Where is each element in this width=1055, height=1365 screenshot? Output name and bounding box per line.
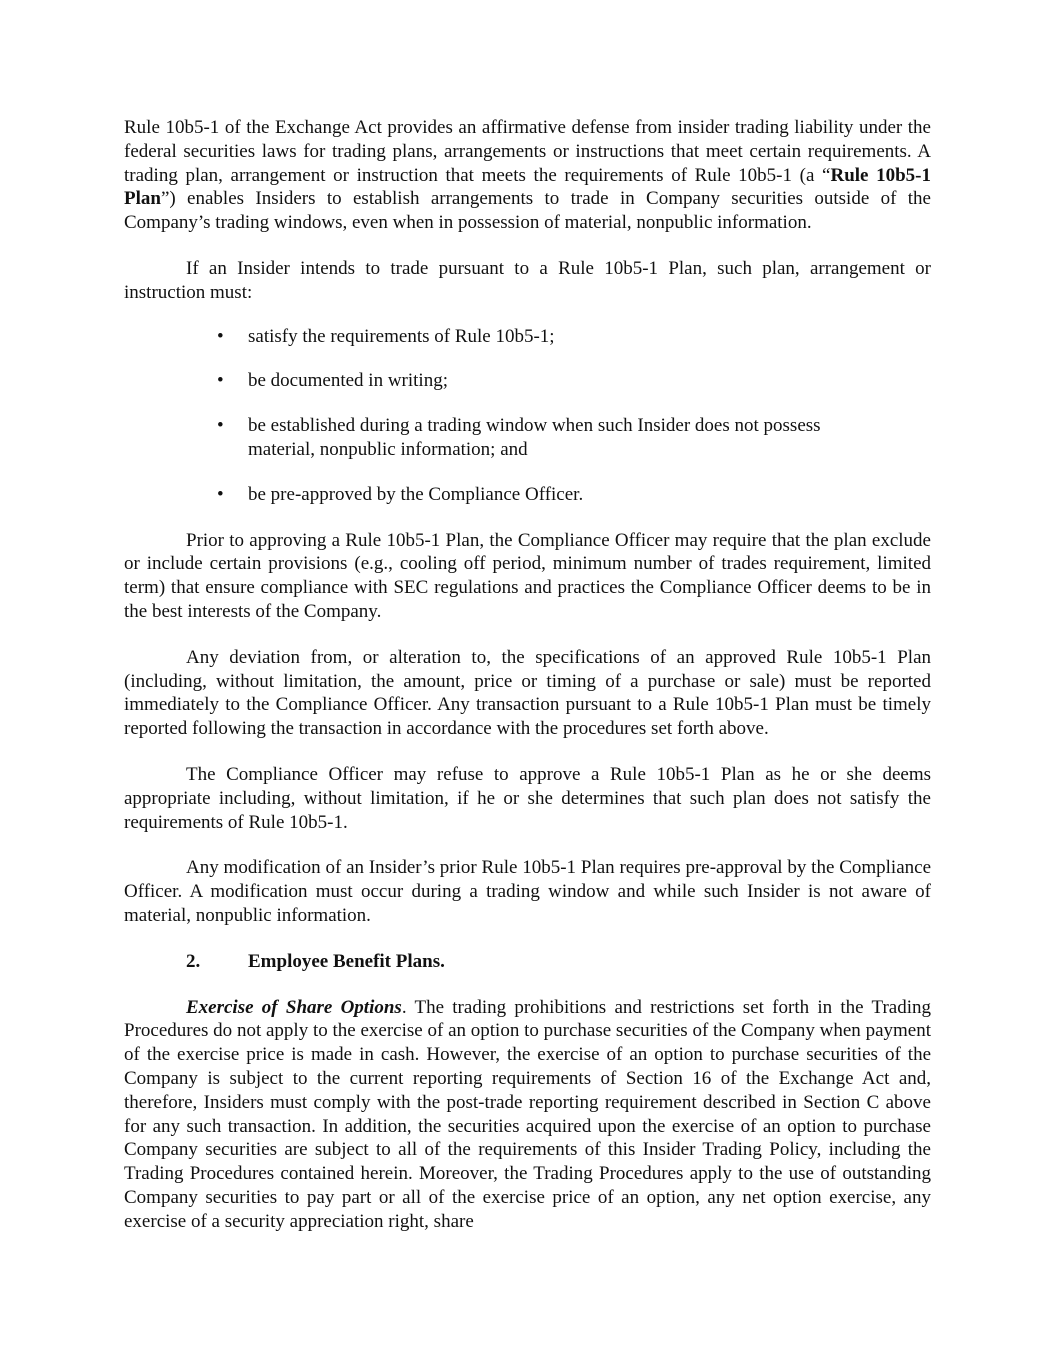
paragraph-text: ”) enables Insiders to establish arrangements to trade in Company securities outside of the Company’s trading windows, even when in possession of material, nonpublic information. bbox=[124, 188, 931, 234]
paragraph-refusal: The Compliance Officer may refuse to approve a Rule 10b5-1 Plan as he or she deems appropriate including, without limitation, if he or she determines that such plan does not satisfy the requirements of Rule 10b5-1. bbox=[124, 763, 931, 833]
paragraph-modification: Any modification of an Insider’s prior Rule 10b5-1 Plan requires pre-approval by the Compliance Officer. A modification must occur during a trading window and while such Insider is not aware of material, nonpublic information. bbox=[124, 857, 931, 926]
bullet-icon: • bbox=[217, 415, 224, 437]
section-number: 2. bbox=[186, 950, 201, 972]
bullet-icon: • bbox=[217, 325, 224, 347]
list-item bbox=[217, 325, 931, 349]
list-item bbox=[217, 483, 931, 507]
run-in-heading: Exercise of Share Options bbox=[186, 996, 402, 1018]
list-item bbox=[217, 369, 931, 393]
section-heading bbox=[124, 950, 931, 974]
paragraph-prior-approval: Prior to approving a Rule 10b5-1 Plan, the Compliance Officer may require that the plan exclude or include certain provisions (e.g., cooling off period, minimum number of trades requirement, limited term) that ensure compliance with SEC regulations and practices the Compliance Officer deems to be in the best interests of the Company. bbox=[124, 529, 931, 622]
paragraph-text: . The trading prohibitions and restrictions set forth in the Trading Procedures do not apply to the exercise of an option to purchase securities of the Company when payment of the exercise price is made in cash. However, the exercise of an option to purchase securities of the Company is subject to the current reporting requirements of Section 16 of the Exchange Act and, therefore, Insiders must comply with the post-trade reporting requirement described in Section C above for any such transaction. In addition, the securities acquired upon the exercise of an option to purchase Company securities are subject to all of the requirements of this Insider Trading Policy, including the Trading Procedures contained herein. Moreover, the Trading Procedures apply to the use of outstanding Company securities to pay part or all of the exercise price of an option, any net option exercise, any exercise of a security appreciation right, share bbox=[124, 996, 931, 1232]
requirements-list bbox=[124, 325, 931, 507]
bullet-icon: • bbox=[217, 483, 224, 505]
document-page bbox=[124, 116, 931, 1233]
list-item bbox=[217, 414, 931, 462]
list-item-text: satisfy the requirements of Rule 10b5-1; bbox=[248, 325, 555, 347]
paragraph-share-options bbox=[124, 996, 931, 1234]
bullet-icon: • bbox=[217, 370, 224, 392]
paragraph-plan-requirements: If an Insider intends to trade pursuant to a Rule 10b5-1 Plan, such plan, arrangement or instruction must: bbox=[124, 257, 931, 303]
list-item-text: be documented in writing; bbox=[248, 370, 448, 392]
paragraph-deviation: Any deviation from, or alteration to, the specifications of an approved Rule 10b5-1 Plan (including, without limitation, the amount, price or timing of a purchase or sale) must be reported immediately to the Compliance Officer. Any transaction pursuant to a Rule 10b5-1 Plan must be timely reported following the transaction in accordance with the procedures set forth above. bbox=[124, 646, 931, 740]
list-item-text: be pre-approved by the Compliance Officer. bbox=[248, 483, 584, 505]
paragraph-text: Rule 10b5-1 of the Exchange Act provides an affirmative defense from insider trading liability under the federal securities laws for trading plans, arrangements or instructions that meet certain requirements. A trading plan, arrangement or instruction that meets the requirements of Rule 10b5-1 (a “ bbox=[124, 117, 931, 186]
section-title: Employee Benefit Plans. bbox=[248, 950, 445, 972]
list-item-text: be established during a trading window when such Insider does not possess material, nonpublic information; and bbox=[248, 415, 821, 460]
paragraph-rule-10b5-1-intro bbox=[124, 116, 931, 235]
defined-term: Rule 10b5-1 Plan bbox=[124, 164, 931, 210]
